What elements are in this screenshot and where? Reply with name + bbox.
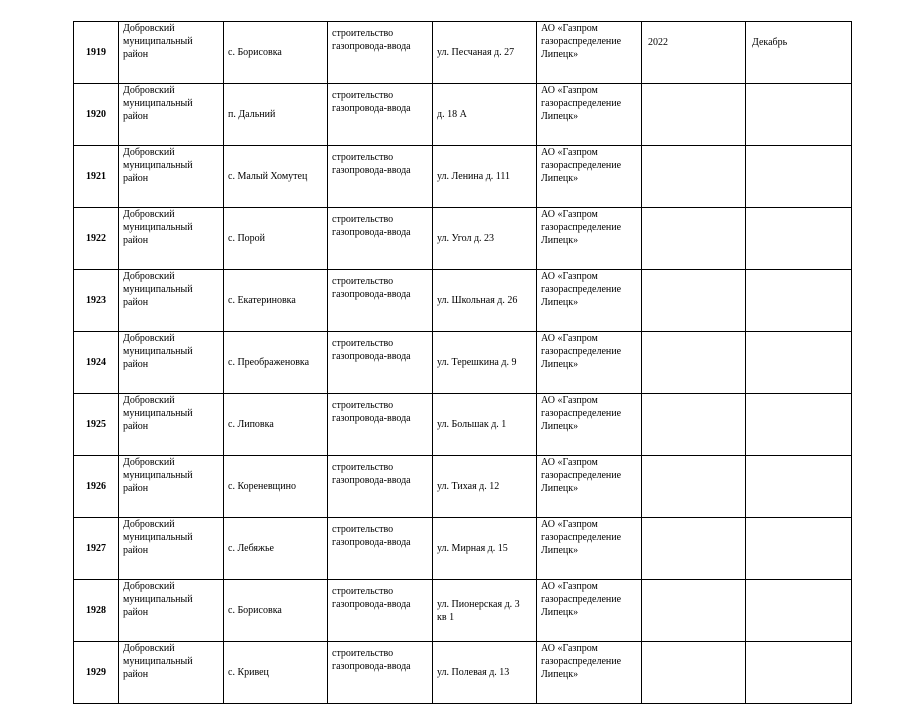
address-cell	[433, 22, 537, 84]
month-cell	[746, 642, 852, 704]
organization-cell-text: АО «Газпром газораспределение Липецк»	[541, 271, 622, 308]
settlement-cell	[224, 270, 328, 332]
work-type-cell-text: строительство газопровода-ввода	[332, 400, 411, 424]
month-cell	[746, 146, 852, 208]
row-number-cell	[74, 642, 119, 704]
address-cell	[433, 146, 537, 208]
settlement-cell	[224, 518, 328, 580]
year-cell	[642, 518, 746, 580]
work-type-cell	[328, 394, 433, 456]
address-cell	[433, 456, 537, 518]
address-cell-text: ул. Угол д. 23	[437, 233, 495, 244]
year-cell	[642, 394, 746, 456]
row-number-cell-text: 1926	[86, 481, 106, 492]
settlement-cell	[224, 456, 328, 518]
district-cell	[119, 394, 224, 456]
settlement-cell-text: с. Кореневщино	[228, 481, 296, 492]
year-cell	[642, 22, 746, 84]
year-cell	[642, 146, 746, 208]
year-cell	[642, 84, 746, 146]
address-cell	[433, 270, 537, 332]
work-type-cell-text: строительство газопровода-ввода	[332, 214, 411, 238]
district-cell-text: Добровский муниципальный район	[123, 85, 193, 122]
settlement-cell-text: с. Липовка	[228, 419, 274, 430]
month-cell-text: Декабрь	[752, 37, 788, 48]
work-type-cell	[328, 208, 433, 270]
row-number-cell	[74, 208, 119, 270]
month-cell	[746, 208, 852, 270]
row-number-cell-text: 1923	[86, 295, 106, 306]
organization-cell-text: АО «Газпром газораспределение Липецк»	[541, 209, 622, 246]
table-body	[74, 22, 852, 704]
organization-cell	[537, 456, 642, 518]
address-cell	[433, 332, 537, 394]
table-row	[74, 270, 852, 332]
organization-cell-text: АО «Газпром газораспределение Липецк»	[541, 147, 622, 184]
address-cell	[433, 84, 537, 146]
table-row	[74, 146, 852, 208]
table-row	[74, 642, 852, 704]
row-number-cell	[74, 518, 119, 580]
row-number-cell	[74, 84, 119, 146]
year-cell	[642, 270, 746, 332]
row-number-cell-text: 1922	[86, 233, 106, 244]
table-row	[74, 208, 852, 270]
settlement-cell-text: п. Дальний	[228, 109, 276, 120]
row-number-cell	[74, 146, 119, 208]
organization-cell-text: АО «Газпром газораспределение Липецк»	[541, 519, 622, 556]
work-type-cell-text: строительство газопровода-ввода	[332, 524, 411, 548]
organization-cell	[537, 208, 642, 270]
district-cell	[119, 270, 224, 332]
organization-cell	[537, 332, 642, 394]
table-row	[74, 394, 852, 456]
settlement-cell-text: с. Екатериновка	[228, 295, 296, 306]
table-row	[74, 332, 852, 394]
address-cell-text: ул. Песчаная д. 27	[437, 47, 515, 58]
address-cell-text: ул. Школьная д. 26	[437, 295, 518, 306]
row-number-cell-text: 1920	[86, 109, 106, 120]
district-cell-text: Добровский муниципальный район	[123, 147, 193, 184]
organization-cell-text: АО «Газпром газораспределение Липецк»	[541, 85, 622, 122]
settlement-cell-text: с. Порой	[228, 233, 266, 244]
settlement-cell	[224, 208, 328, 270]
district-cell-text: Добровский муниципальный район	[123, 581, 193, 618]
work-type-cell	[328, 146, 433, 208]
table-row	[74, 518, 852, 580]
organization-cell	[537, 580, 642, 642]
month-cell	[746, 456, 852, 518]
district-cell-text: Добровский муниципальный район	[123, 209, 193, 246]
row-number-cell-text: 1919	[86, 47, 106, 58]
table-row	[74, 580, 852, 642]
organization-cell-text: АО «Газпром газораспределение Липецк»	[541, 395, 622, 432]
district-cell	[119, 146, 224, 208]
organization-cell	[537, 518, 642, 580]
work-type-cell	[328, 22, 433, 84]
settlement-cell-text: с. Малый Хомутец	[228, 171, 308, 182]
row-number-cell	[74, 580, 119, 642]
work-type-cell-text: строительство газопровода-ввода	[332, 338, 411, 362]
month-cell	[746, 580, 852, 642]
district-cell	[119, 208, 224, 270]
address-cell-text: ул. Ленина д. 111	[437, 171, 511, 182]
work-type-cell-text: строительство газопровода-ввода	[332, 28, 411, 52]
month-cell	[746, 518, 852, 580]
work-type-cell	[328, 456, 433, 518]
organization-cell	[537, 22, 642, 84]
month-cell	[746, 332, 852, 394]
organization-cell-text: АО «Газпром газораспределение Липецк»	[541, 643, 622, 680]
work-type-cell-text: строительство газопровода-ввода	[332, 648, 411, 672]
work-type-cell	[328, 270, 433, 332]
address-cell	[433, 518, 537, 580]
settlement-cell-text: с. Борисовка	[228, 47, 282, 58]
year-cell	[642, 456, 746, 518]
organization-cell	[537, 84, 642, 146]
work-type-cell	[328, 84, 433, 146]
settlement-cell	[224, 22, 328, 84]
organization-cell	[537, 642, 642, 704]
row-number-cell	[74, 270, 119, 332]
work-type-cell-text: строительство газопровода-ввода	[332, 152, 411, 176]
district-cell	[119, 332, 224, 394]
settlement-cell	[224, 580, 328, 642]
district-cell	[119, 456, 224, 518]
work-type-cell-text: строительство газопровода-ввода	[332, 586, 411, 610]
settlement-cell	[224, 642, 328, 704]
month-cell	[746, 394, 852, 456]
year-cell-text: 2022	[648, 37, 668, 48]
district-cell	[119, 580, 224, 642]
district-cell	[119, 84, 224, 146]
address-cell-text: д. 18 А	[437, 109, 467, 120]
settlement-cell	[224, 84, 328, 146]
organization-cell-text: АО «Газпром газораспределение Липецк»	[541, 457, 622, 494]
address-cell-text: ул. Полевая д. 13	[437, 667, 510, 678]
organization-cell-text: АО «Газпром газораспределение Липецк»	[541, 333, 622, 370]
organization-cell-text: АО «Газпром газораспределение Липецк»	[541, 581, 622, 618]
district-cell	[119, 642, 224, 704]
address-cell	[433, 642, 537, 704]
district-cell-text: Добровский муниципальный район	[123, 395, 193, 432]
row-number-cell-text: 1928	[86, 605, 106, 616]
settlement-cell	[224, 394, 328, 456]
work-type-cell	[328, 518, 433, 580]
address-cell	[433, 580, 537, 642]
settlement-cell-text: с. Лебяжье	[228, 543, 274, 554]
district-cell-text: Добровский муниципальный район	[123, 643, 193, 680]
row-number-cell-text: 1925	[86, 419, 106, 430]
row-number-cell-text: 1929	[86, 667, 106, 678]
address-cell-text: ул. Большак д. 1	[437, 419, 507, 430]
year-cell	[642, 208, 746, 270]
month-cell	[746, 84, 852, 146]
address-cell-text: ул. Пионерская д. 3 кв 1	[437, 598, 520, 623]
year-cell	[642, 332, 746, 394]
work-type-cell	[328, 642, 433, 704]
settlement-cell-text: с. Преображеновка	[228, 357, 310, 368]
address-cell	[433, 208, 537, 270]
settlement-cell	[224, 332, 328, 394]
settlement-cell	[224, 146, 328, 208]
district-cell-text: Добровский муниципальный район	[123, 519, 193, 556]
row-number-cell-text: 1921	[86, 171, 106, 182]
month-cell	[746, 22, 852, 84]
organization-cell	[537, 146, 642, 208]
work-type-cell-text: строительство газопровода-ввода	[332, 90, 411, 114]
address-cell	[433, 394, 537, 456]
year-cell	[642, 642, 746, 704]
row-number-cell	[74, 394, 119, 456]
work-type-cell	[328, 580, 433, 642]
address-cell-text: ул. Терешкина д. 9	[437, 357, 517, 368]
work-type-cell-text: строительство газопровода-ввода	[332, 462, 411, 486]
organization-cell	[537, 394, 642, 456]
district-cell-text: Добровский муниципальный район	[123, 271, 193, 308]
year-cell	[642, 580, 746, 642]
organization-cell	[537, 270, 642, 332]
table-row	[74, 22, 852, 84]
district-cell-text: Добровский муниципальный район	[123, 23, 193, 60]
address-cell-text: ул. Тихая д. 12	[437, 481, 500, 492]
district-cell-text: Добровский муниципальный район	[123, 457, 193, 494]
work-type-cell	[328, 332, 433, 394]
table-row	[74, 456, 852, 518]
row-number-cell-text: 1927	[86, 543, 106, 554]
district-cell-text: Добровский муниципальный район	[123, 333, 193, 370]
organization-cell-text: АО «Газпром газораспределение Липецк»	[541, 23, 622, 60]
row-number-cell-text: 1924	[86, 357, 106, 368]
row-number-cell	[74, 22, 119, 84]
month-cell	[746, 270, 852, 332]
settlement-cell-text: с. Кривец	[228, 667, 269, 678]
district-cell	[119, 22, 224, 84]
gas-connection-table	[73, 21, 852, 704]
row-number-cell	[74, 332, 119, 394]
district-cell	[119, 518, 224, 580]
table-row	[74, 84, 852, 146]
settlement-cell-text: с. Борисовка	[228, 605, 282, 616]
row-number-cell	[74, 456, 119, 518]
work-type-cell-text: строительство газопровода-ввода	[332, 276, 411, 300]
address-cell-text: ул. Мирная д. 15	[437, 543, 508, 554]
